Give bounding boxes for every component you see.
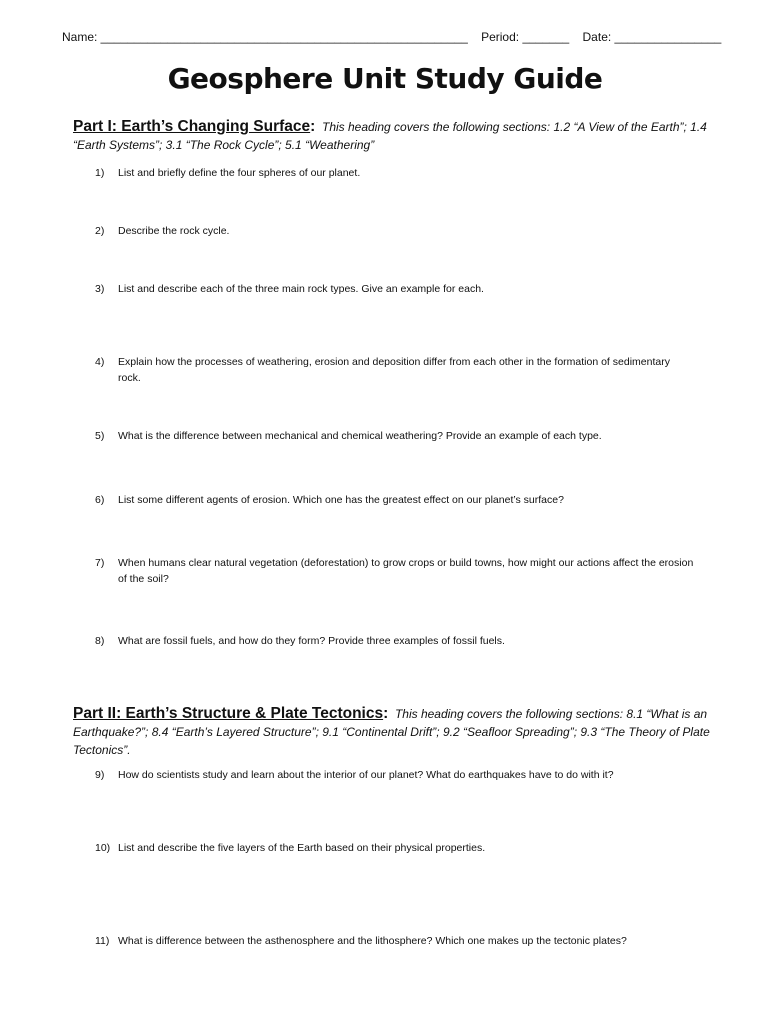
question-3	[95, 281, 695, 297]
question-text: What is difference between the asthenosphere and the lithosphere? Which one makes up the tectonic plates?	[118, 935, 627, 947]
part1-colon: :	[310, 118, 316, 135]
question-11	[95, 933, 695, 949]
question-4	[95, 354, 695, 386]
question-10	[95, 840, 695, 856]
question-number: 1)	[95, 167, 105, 179]
question-text: How do scientists study and learn about the interior of our planet? What do earthquakes have to do with it?	[118, 769, 614, 781]
question-number: 3)	[95, 283, 105, 295]
part2-description: This heading covers the following sections: 8.1 “What is an Earthquake?”; 8.4 “Earth’s Layered Structure”; 9.1 “Continental Drift”; 9.2 “Seafloor Spreading”; 9.3 “The Theory of Plate Tectonics”.	[73, 707, 710, 757]
question-number: 2)	[95, 225, 105, 237]
part2-colon: :	[383, 705, 389, 722]
question-text: Explain how the processes of weathering, erosion and deposition differ from each other in the formation of sedimentary rock.	[118, 356, 670, 384]
date-field-label: Date: ________________	[582, 30, 722, 44]
question-number: 4)	[95, 356, 105, 368]
question-number: 5)	[95, 430, 105, 442]
question-text: Describe the rock cycle.	[118, 225, 230, 237]
question-5	[95, 428, 695, 444]
question-text: What are fossil fuels, and how do they form? Provide three examples of fossil fuels.	[118, 635, 505, 647]
question-2	[95, 223, 695, 239]
question-text: List and briefly define the four spheres of our planet.	[118, 167, 361, 179]
question-text: List some different agents of erosion. Which one has the greatest effect on our planet’s surface?	[118, 494, 564, 506]
question-text: List and describe the five layers of the Earth based on their physical properties.	[118, 842, 486, 854]
question-text: List and describe each of the three main rock types. Give an example for each.	[118, 283, 484, 295]
period-field-label: Period: _______	[481, 30, 570, 44]
part2-heading	[73, 705, 733, 759]
question-number: 6)	[95, 494, 105, 506]
page-title: Geosphere Unit Study Guide	[167, 62, 603, 95]
part1-heading	[73, 118, 733, 154]
question-number: 10)	[95, 842, 111, 854]
name-field-label: Name: _______________________________________________________	[62, 30, 468, 44]
question-number: 7)	[95, 557, 105, 569]
question-number: 9)	[95, 769, 105, 781]
part1-title: Part I: Earth’s Changing Surface	[73, 118, 311, 135]
part1-description: This heading covers the following sections: 1.2 “A View of the Earth”; 1.4 “Earth Systems”; 3.1 “The Rock Cycle”; 5.1 “Weathering”	[73, 120, 707, 152]
question-6	[95, 492, 695, 508]
question-text: What is the difference between mechanical and chemical weathering? Provide an example of each type.	[118, 430, 602, 442]
question-1	[95, 165, 695, 181]
question-number: 8)	[95, 635, 105, 647]
question-7	[95, 555, 695, 587]
question-8	[95, 633, 695, 649]
question-number: 11)	[95, 935, 110, 947]
question-text: When humans clear natural vegetation (deforestation) to grow crops or build towns, how might our actions affect the erosion of the soil?	[118, 557, 694, 585]
part2-title: Part II: Earth’s Structure & Plate Tectonics	[73, 705, 384, 722]
student-info-line	[62, 30, 721, 44]
question-9	[95, 767, 695, 783]
